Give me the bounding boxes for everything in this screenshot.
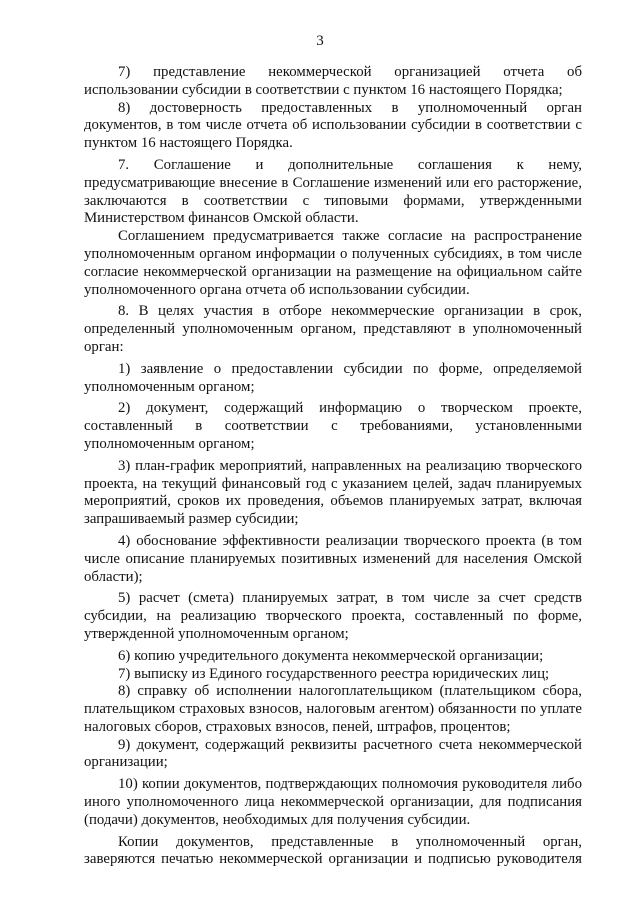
list-item: 3) план-график мероприятий, направленных на реализацию творческого проекта, на текущий финансовый год с указанием целей, задач планируемых мероприятий, сроков их проведения, объемов планируемых затрат, включая запрашиваемый размер субсидии; [84,457,582,528]
list-item: 10) копии документов, подтверждающих полномочия руководителя либо иного уполномоченного лица некоммерческой организации, для подписания (подачи) документов, необходимых для получения субсидии. [84,776,582,828]
paragraph: 7) представление некоммерческой организацией отчета об использовании субсидии в соответствии с пунктом 16 настоящего Порядка; [84,64,582,98]
list-item: 7) выписку из Единого государственного реестра юридических лиц; [118,665,550,682]
paragraph: 7. Соглашение и дополнительные соглашения к нему, предусматривающие внесение в Соглашение изменений или его расторжение, заключаются в соответствии с типовыми формами, утвержденными Министерством финансов Омской области. [84,156,582,227]
list-item: 1) заявление о предоставлении субсидии по форме, определяемой уполномоченным органом; [84,360,582,395]
list-item: 9) документ, содержащий реквизиты расчетного счета некоммерческой организации; [84,736,582,771]
list-item: 5) расчет (смета) планируемых затрат, в том числе за счет средств субсидии, на реализацию творческого проекта, составленный по форме, утвержденной уполномоченным органом; [84,590,582,642]
document-body [84,64,582,869]
paragraph: Копии документов, представленные в уполномоченный орган, заверяются печатью некоммерческой организации и подписью руководителя [84,833,582,868]
paragraph: 8) достоверность предоставленных в уполномоченный орган документов, в том числе отчета об использовании субсидии в соответствии с пунктом 16 настоящего Порядка. [84,99,582,152]
list-item: 8) справку об исполнении налогоплательщиком (плательщиком сбора, плательщиком страховых взносов, налоговым агентом) обязанности по уплате налоговых сборов, страховых взносов, пеней, штрафов, процентов; [84,683,582,735]
paragraph: Соглашением предусматривается также согласие на распространение уполномоченным органом информации о полученных субсидиях, в том числе согласие некоммерческой организации на размещение на официальном сайте уполномоченного органа отчета об использовании субсидии. [84,228,582,298]
list-item: 2) документ, содержащий информацию о творческом проекте, составленный в соответствии с требованиями, установленными уполномоченным органом; [84,400,582,452]
list-item: 4) обоснование эффективности реализации творческого проекта (в том числе описание планируемых позитивных изменений для населения Омской области); [84,532,582,585]
paragraph: 8. В целях участия в отборе некоммерческие организации в срок, определенный уполномоченным органом, представляют в уполномоченный орган: [84,303,582,355]
page-number: 3 [316,33,324,49]
list-item: 6) копию учредительного документа некоммерческой организации; [118,647,544,664]
